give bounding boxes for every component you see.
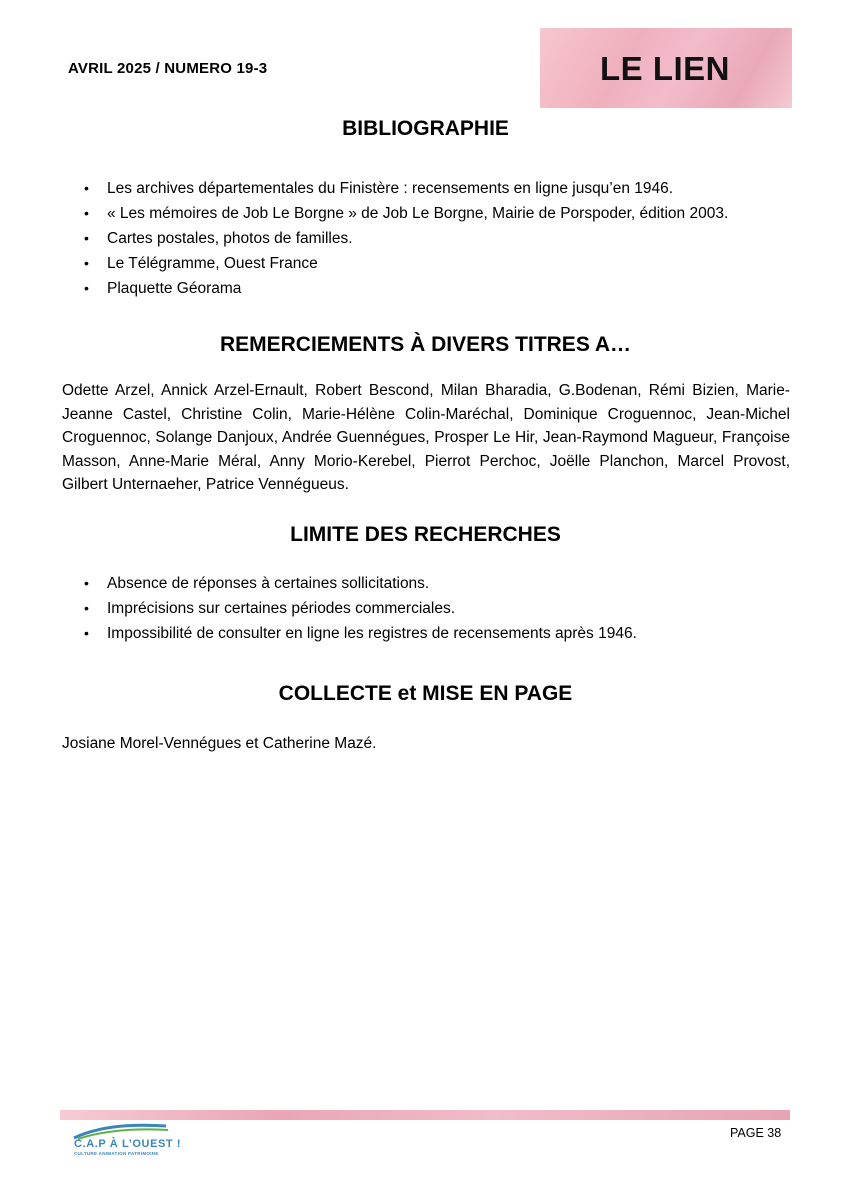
remerciements-paragraph: Odette Arzel, Annick Arzel-Ernault, Robert Bescond, Milan Bharadia, G.Bodenan, Rémi Bizien, Marie-Jeanne Castel, Christine Colin, Marie-Hélène Colin-Maréchal, Dominique Croguennoc, Jean-Michel Croguennoc, Solange Danjoux, Andrée Guennégues, Prosper Le Hir, Jean-Raymond Magueur, Françoise Masson, Anne-Marie Méral, Anny Morio-Kerebel, Pierrot Perchoc, Joëlle Planchon, Marcel Provost, Gilbert Unternaeher, Patrice Vennégueus.: [62, 382, 790, 493]
list-item: [62, 621, 637, 646]
collecte-paragraph: Josiane Morel-Vennégues et Catherine Mazé.: [62, 735, 377, 752]
wave-logo-icon: [68, 1120, 178, 1140]
list-item-text: Absence de réponses à certaines sollicitations.: [107, 575, 430, 592]
issue-date: AVRIL 2025 / NUMERO 19-3: [68, 60, 268, 77]
title-banner: [540, 28, 792, 108]
bullet-icon: •: [84, 625, 89, 641]
list-item-text: Le Télégramme, Ouest France: [107, 255, 318, 272]
list-item: [62, 176, 728, 201]
list-item-text: « Les mémoires de Job Le Borgne » de Job Le Borgne, Mairie de Porspoder, édition 2003.: [107, 205, 729, 222]
list-item: [62, 276, 728, 301]
section-title-remerciements: REMERCIEMENTS À DIVERS TITRES A…: [219, 333, 632, 356]
list-item: [62, 201, 728, 226]
bullet-icon: •: [84, 575, 89, 591]
section-title-collecte: COLLECTE et MISE EN PAGE: [278, 682, 573, 705]
list-item-text: Cartes postales, photos de familles.: [107, 230, 353, 247]
list-item-text: Les archives départementales du Finistère : recensements en ligne jusqu’en 1946.: [107, 180, 674, 197]
bullet-icon: •: [84, 600, 89, 616]
publication-title: LE LIEN: [599, 50, 730, 87]
list-item-text: Impossibilité de consulter en ligne les registres de recensements après 1946.: [107, 625, 637, 642]
list-item-text: Imprécisions sur certaines périodes commerciales.: [107, 600, 456, 617]
bullet-icon: •: [84, 180, 89, 196]
footer-bar: [60, 1110, 790, 1120]
list-item: [62, 226, 728, 251]
bibliographie-list: [62, 176, 728, 301]
logo-subtext: CULTURE ANIMATION PATRIMOINE: [74, 1151, 159, 1156]
bullet-icon: •: [84, 230, 89, 246]
page-number: PAGE 38: [730, 1126, 782, 1140]
section-title-bibliographie: BIBLIOGRAPHIE: [342, 117, 509, 140]
logo-text: C.A.P À L’OUEST !: [74, 1138, 182, 1150]
list-item: [62, 251, 728, 276]
section-title-limite: LIMITE DES RECHERCHES: [290, 523, 561, 546]
limite-list: [62, 571, 637, 646]
bullet-icon: •: [84, 205, 89, 221]
list-item-text: Plaquette Géorama: [107, 280, 242, 297]
list-item: [62, 596, 637, 621]
list-item: [62, 571, 637, 596]
bullet-icon: •: [84, 280, 89, 296]
cap-logo: [68, 1120, 182, 1168]
bullet-icon: •: [84, 255, 89, 271]
